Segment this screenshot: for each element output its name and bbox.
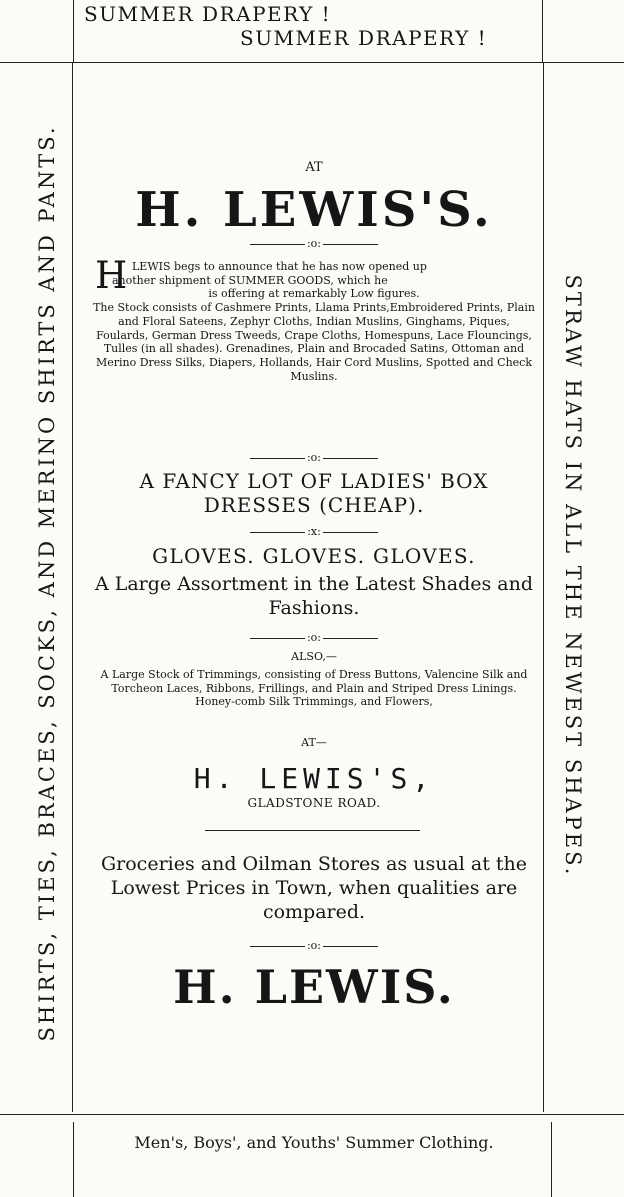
top-border bbox=[0, 62, 624, 63]
fancy-dresses: A FANCY LOT OF LADIES' BOX DRESSES (CHEAP). bbox=[139, 469, 489, 517]
intro-line-1: LEWIS begs to announce that he has now opened up bbox=[132, 260, 427, 273]
top-right-rule bbox=[542, 0, 543, 62]
intro-line-3: is offering at remarkably Low figures. bbox=[208, 287, 420, 301]
ornament-divider: :o: bbox=[92, 632, 536, 644]
lewis-footer-heading: H. LEWIS. bbox=[173, 960, 455, 1014]
groceries-text: Groceries and Oilman Stores as usual at the Lowest Prices in Town, when qualities are compared. bbox=[100, 853, 527, 923]
right-inner-rule bbox=[543, 62, 544, 1112]
stock-list: The Stock consists of Cashmere Prints, Llama Prints,Embroidered Prints, Plain and Floral Sateens, Zephyr Cloths, Indian Muslins, Ginghams, Piques, Foulards, German Dress Tweeds, Crape Cloths, Homespuns, Lace Flouncings, Tulles (in all shades). Grenadines, Plain and Brocaded Satins, Ottoman and Merino Dress Silks, Diapers, Hollands, Hair Cord Muslins, Spotted and Check Muslins. bbox=[93, 301, 535, 383]
trimmings-text: A Large Stock of Trimmings, consisting of Dress Buttons, Valencine Silk and Torcheon Laces, Ribbons, Frillings, and Plain and Striped Dress Linings. Honey-comb Silk Trimmings, and Flowers, bbox=[100, 668, 528, 709]
intro-paragraph bbox=[92, 254, 536, 383]
header-line-1: SUMMER DRAPERY ! bbox=[84, 2, 332, 26]
left-inner-rule bbox=[72, 62, 73, 1112]
bottom-left-rule bbox=[73, 1122, 74, 1197]
section-rule bbox=[205, 830, 420, 831]
footer-clothing: Men's, Boys', and Youths' Summer Clothing. bbox=[134, 1133, 494, 1152]
ornament-divider: :x: bbox=[92, 526, 536, 538]
ornament-divider: :o: bbox=[92, 452, 536, 464]
at-label: AT bbox=[305, 160, 323, 175]
header-line-2: SUMMER DRAPERY ! bbox=[240, 26, 488, 50]
top-left-rule bbox=[73, 0, 74, 62]
lewis-heading: H. LEWIS'S. bbox=[135, 182, 493, 238]
drop-cap: H bbox=[95, 254, 128, 297]
side-text-left: SHIRTS, TIES, BRACES, SOCKS, AND MERINO SHIRTS AND PANTS. bbox=[35, 124, 59, 1042]
intro-line-2: another shipment of SUMMER GOODS, which he bbox=[112, 273, 388, 287]
bottom-right-rule bbox=[551, 1122, 552, 1197]
ornament-divider: :o: bbox=[92, 238, 536, 250]
side-text-right: STRAW HATS IN ALL THE NEWEST SHAPES. bbox=[561, 274, 585, 878]
ornament-divider: :o: bbox=[92, 940, 536, 952]
lewis-subheading: H. LEWIS'S, bbox=[193, 762, 435, 795]
address: GLADSTONE ROAD. bbox=[247, 796, 381, 810]
at-label-2: AT— bbox=[301, 736, 327, 749]
assortment-text: A Large Assortment in the Latest Shades and Fashions. bbox=[94, 573, 534, 619]
bottom-border bbox=[0, 1114, 624, 1115]
also-label: ALSO,— bbox=[291, 650, 337, 663]
gloves-heading: GLOVES. GLOVES. GLOVES. bbox=[152, 544, 476, 568]
